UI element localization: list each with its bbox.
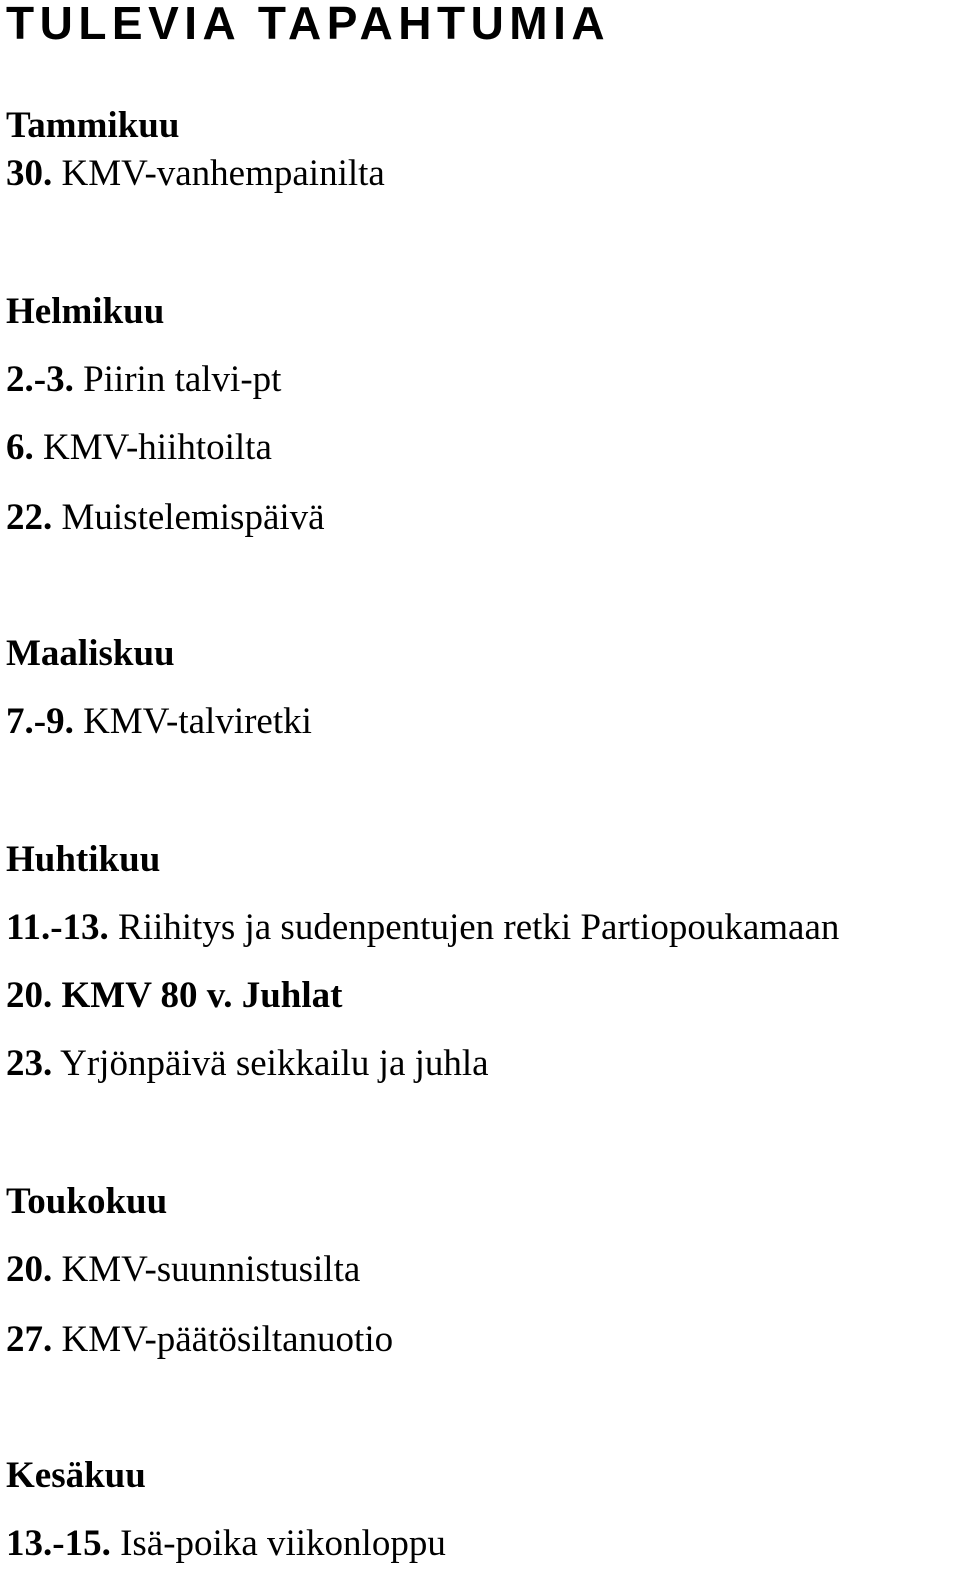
event-item	[6, 1522, 446, 1566]
event-text: KMV-talviretki	[83, 701, 312, 742]
event-date: 23.	[6, 1043, 53, 1084]
event-text: Riihitys ja sudenpentujen retki Partiopoukamaan	[118, 907, 840, 948]
event-text: KMV-vanhempainilta	[61, 153, 385, 194]
event-item	[6, 426, 272, 470]
event-item	[6, 700, 312, 744]
event-item	[6, 496, 325, 540]
event-item	[6, 152, 385, 196]
event-text: KMV 80 v. Juhlat	[61, 975, 343, 1016]
month-heading-toukokuu: Toukokuu	[6, 1181, 168, 1222]
event-item	[6, 974, 342, 1018]
month-heading-tammikuu: Tammikuu	[6, 105, 180, 146]
month-heading-kesakuu: Kesäkuu	[6, 1455, 146, 1496]
event-date: 20.	[6, 1249, 53, 1290]
event-text: KMV-päätösiltanuotio	[61, 1319, 394, 1360]
event-item	[6, 906, 839, 950]
event-text: KMV-suunnistusilta	[61, 1249, 361, 1290]
event-date: 7.-9.	[6, 701, 74, 742]
event-date: 2.-3.	[6, 359, 74, 400]
event-item	[6, 1248, 360, 1292]
event-date: 27.	[6, 1319, 53, 1360]
event-text: Yrjönpäivä seikkailu ja juhla	[60, 1043, 489, 1084]
event-date: 6.	[6, 427, 34, 468]
month-heading-maaliskuu: Maaliskuu	[6, 633, 175, 674]
event-text: Piirin talvi-pt	[83, 359, 282, 400]
page-title: TULEVIA TAPAHTUMIA	[6, 0, 611, 49]
month-heading-huhtikuu: Huhtikuu	[6, 839, 161, 880]
event-text: KMV-hiihtoilta	[43, 427, 272, 468]
event-date: 13.-15.	[6, 1523, 111, 1564]
event-item	[6, 1318, 393, 1362]
event-date: 30.	[6, 153, 53, 194]
event-text: Isä-poika viikonloppu	[120, 1523, 446, 1564]
month-heading-helmikuu: Helmikuu	[6, 291, 165, 332]
event-date: 22.	[6, 497, 53, 538]
event-item	[6, 1042, 489, 1086]
event-item	[6, 358, 281, 402]
event-text: Muistelemispäivä	[61, 497, 325, 538]
event-date: 20.	[6, 975, 53, 1016]
event-date: 11.-13.	[6, 907, 109, 948]
